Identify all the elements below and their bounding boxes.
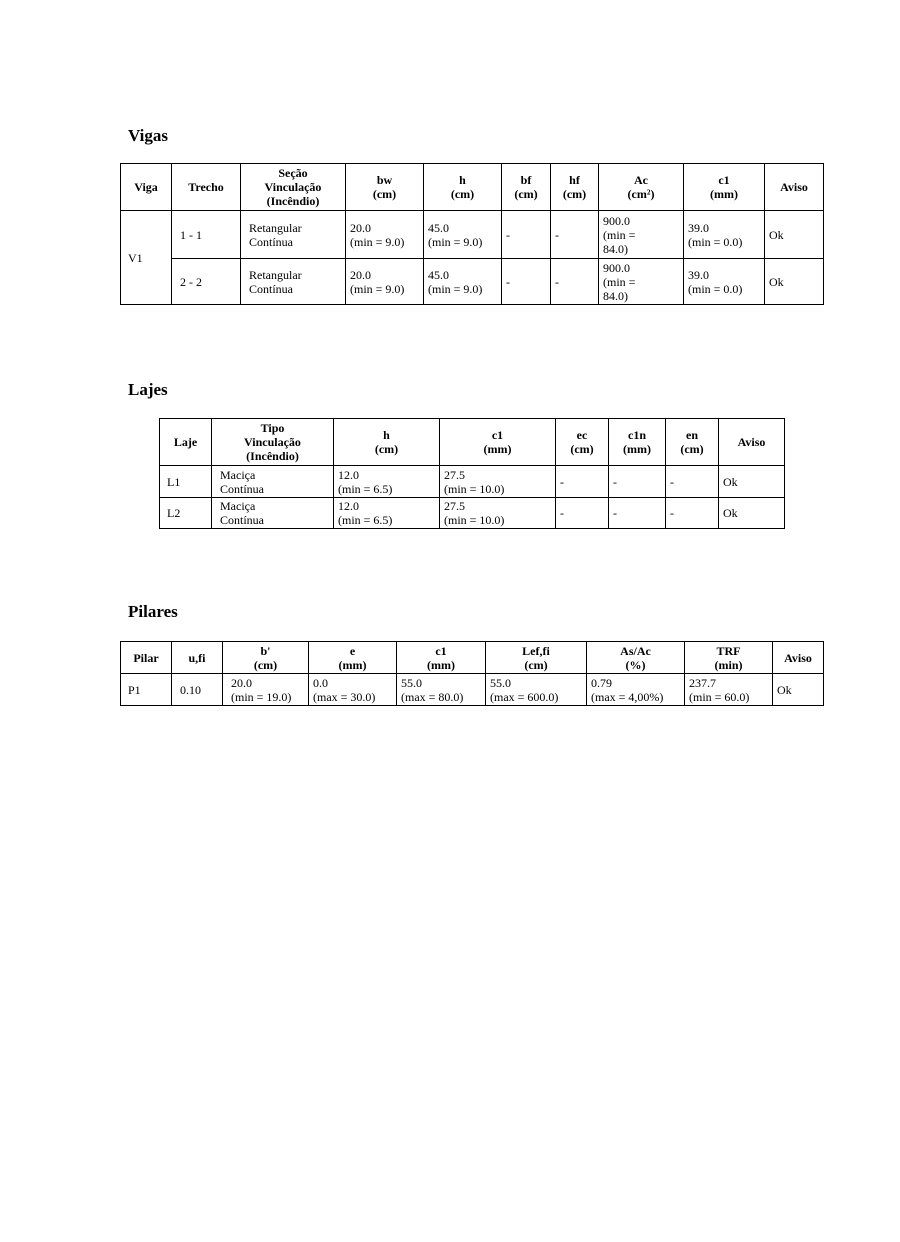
header-c1: c1 (mm) (684, 164, 765, 211)
vigas-table (120, 163, 824, 305)
asac-cell: 0.79 (max = 4,00%) (587, 674, 685, 706)
en-cell: - (666, 498, 719, 529)
pilares-title: Pilares (128, 602, 178, 621)
c1-cell: 39.0 (min = 0.0) (684, 259, 765, 305)
header-h: h (cm) (334, 419, 440, 466)
e-cell: 0.0 (max = 30.0) (309, 674, 397, 706)
header-ufi: u,fi (172, 642, 223, 674)
c1-cell: 27.5 (min = 10.0) (440, 498, 556, 529)
c1-cell: 39.0 (min = 0.0) (684, 211, 765, 259)
trecho-cell: 2 - 2 (172, 259, 241, 305)
trf-cell: 237.7 (min = 60.0) (685, 674, 773, 706)
h-cell: 45.0 (min = 9.0) (424, 211, 502, 259)
header-bf: bf (cm) (502, 164, 551, 211)
header-e: e (mm) (309, 642, 397, 674)
en-cell: - (666, 466, 719, 498)
header-aviso: Aviso (719, 419, 785, 466)
hf-cell: - (551, 259, 599, 305)
header-ac: Ac (cm²) (599, 164, 684, 211)
laje-id: L2 (160, 498, 212, 529)
ec-cell: - (556, 466, 609, 498)
table-row (121, 211, 824, 259)
lajes-title: Lajes (128, 380, 168, 399)
c1-cell: 55.0 (max = 80.0) (397, 674, 486, 706)
header-viga: Viga (121, 164, 172, 211)
pilares-header-row (121, 642, 824, 674)
header-lef: Lef,fi (cm) (486, 642, 587, 674)
header-bw: bw (cm) (346, 164, 424, 211)
table-row (160, 466, 785, 498)
header-c1: c1 (mm) (440, 419, 556, 466)
pilares-table (120, 641, 824, 706)
pilar-id: P1 (121, 674, 172, 706)
lajes-table (159, 418, 785, 529)
aviso-cell: Ok (765, 259, 824, 305)
c1n-cell: - (609, 466, 666, 498)
bf-cell: - (502, 211, 551, 259)
bf-cell: - (502, 259, 551, 305)
table-row (121, 674, 824, 706)
header-aviso: Aviso (773, 642, 824, 674)
secao-cell: Retangular Contínua (241, 211, 346, 259)
ac-cell: 900.0 (min = 84.0) (599, 211, 684, 259)
header-laje: Laje (160, 419, 212, 466)
header-c1: c1 (mm) (397, 642, 486, 674)
header-en: en (cm) (666, 419, 719, 466)
c1-cell: 27.5 (min = 10.0) (440, 466, 556, 498)
header-secao: Seção Vinculação (Incêndio) (241, 164, 346, 211)
header-b: b' (cm) (223, 642, 309, 674)
h-cell: 12.0 (min = 6.5) (334, 498, 440, 529)
header-aviso: Aviso (765, 164, 824, 211)
lajes-header-row (160, 419, 785, 466)
header-asac: As/Ac (%) (587, 642, 685, 674)
ec-cell: - (556, 498, 609, 529)
h-cell: 12.0 (min = 6.5) (334, 466, 440, 498)
viga-id: V1 (121, 211, 172, 305)
table-row (160, 498, 785, 529)
ufi-cell: 0.10 (172, 674, 223, 706)
bw-cell: 20.0 (min = 9.0) (346, 259, 424, 305)
header-h: h (cm) (424, 164, 502, 211)
h-cell: 45.0 (min = 9.0) (424, 259, 502, 305)
table-row (121, 259, 824, 305)
aviso-cell: Ok (773, 674, 824, 706)
header-hf: hf (cm) (551, 164, 599, 211)
aviso-cell: Ok (765, 211, 824, 259)
header-tipo: Tipo Vinculação (Incêndio) (212, 419, 334, 466)
tipo-cell: Maciça Contínua (212, 466, 334, 498)
aviso-cell: Ok (719, 498, 785, 529)
laje-id: L1 (160, 466, 212, 498)
header-pilar: Pilar (121, 642, 172, 674)
header-c1n: c1n (mm) (609, 419, 666, 466)
lef-cell: 55.0 (max = 600.0) (486, 674, 587, 706)
aviso-cell: Ok (719, 466, 785, 498)
vigas-header-row (121, 164, 824, 211)
b-cell: 20.0 (min = 19.0) (223, 674, 309, 706)
header-trecho: Trecho (172, 164, 241, 211)
vigas-title: Vigas (128, 126, 168, 145)
trecho-cell: 1 - 1 (172, 211, 241, 259)
bw-cell: 20.0 (min = 9.0) (346, 211, 424, 259)
c1n-cell: - (609, 498, 666, 529)
header-trf: TRF (min) (685, 642, 773, 674)
ac-cell: 900.0 (min = 84.0) (599, 259, 684, 305)
hf-cell: - (551, 211, 599, 259)
tipo-cell: Maciça Contínua (212, 498, 334, 529)
header-ec: ec (cm) (556, 419, 609, 466)
secao-cell: Retangular Contínua (241, 259, 346, 305)
